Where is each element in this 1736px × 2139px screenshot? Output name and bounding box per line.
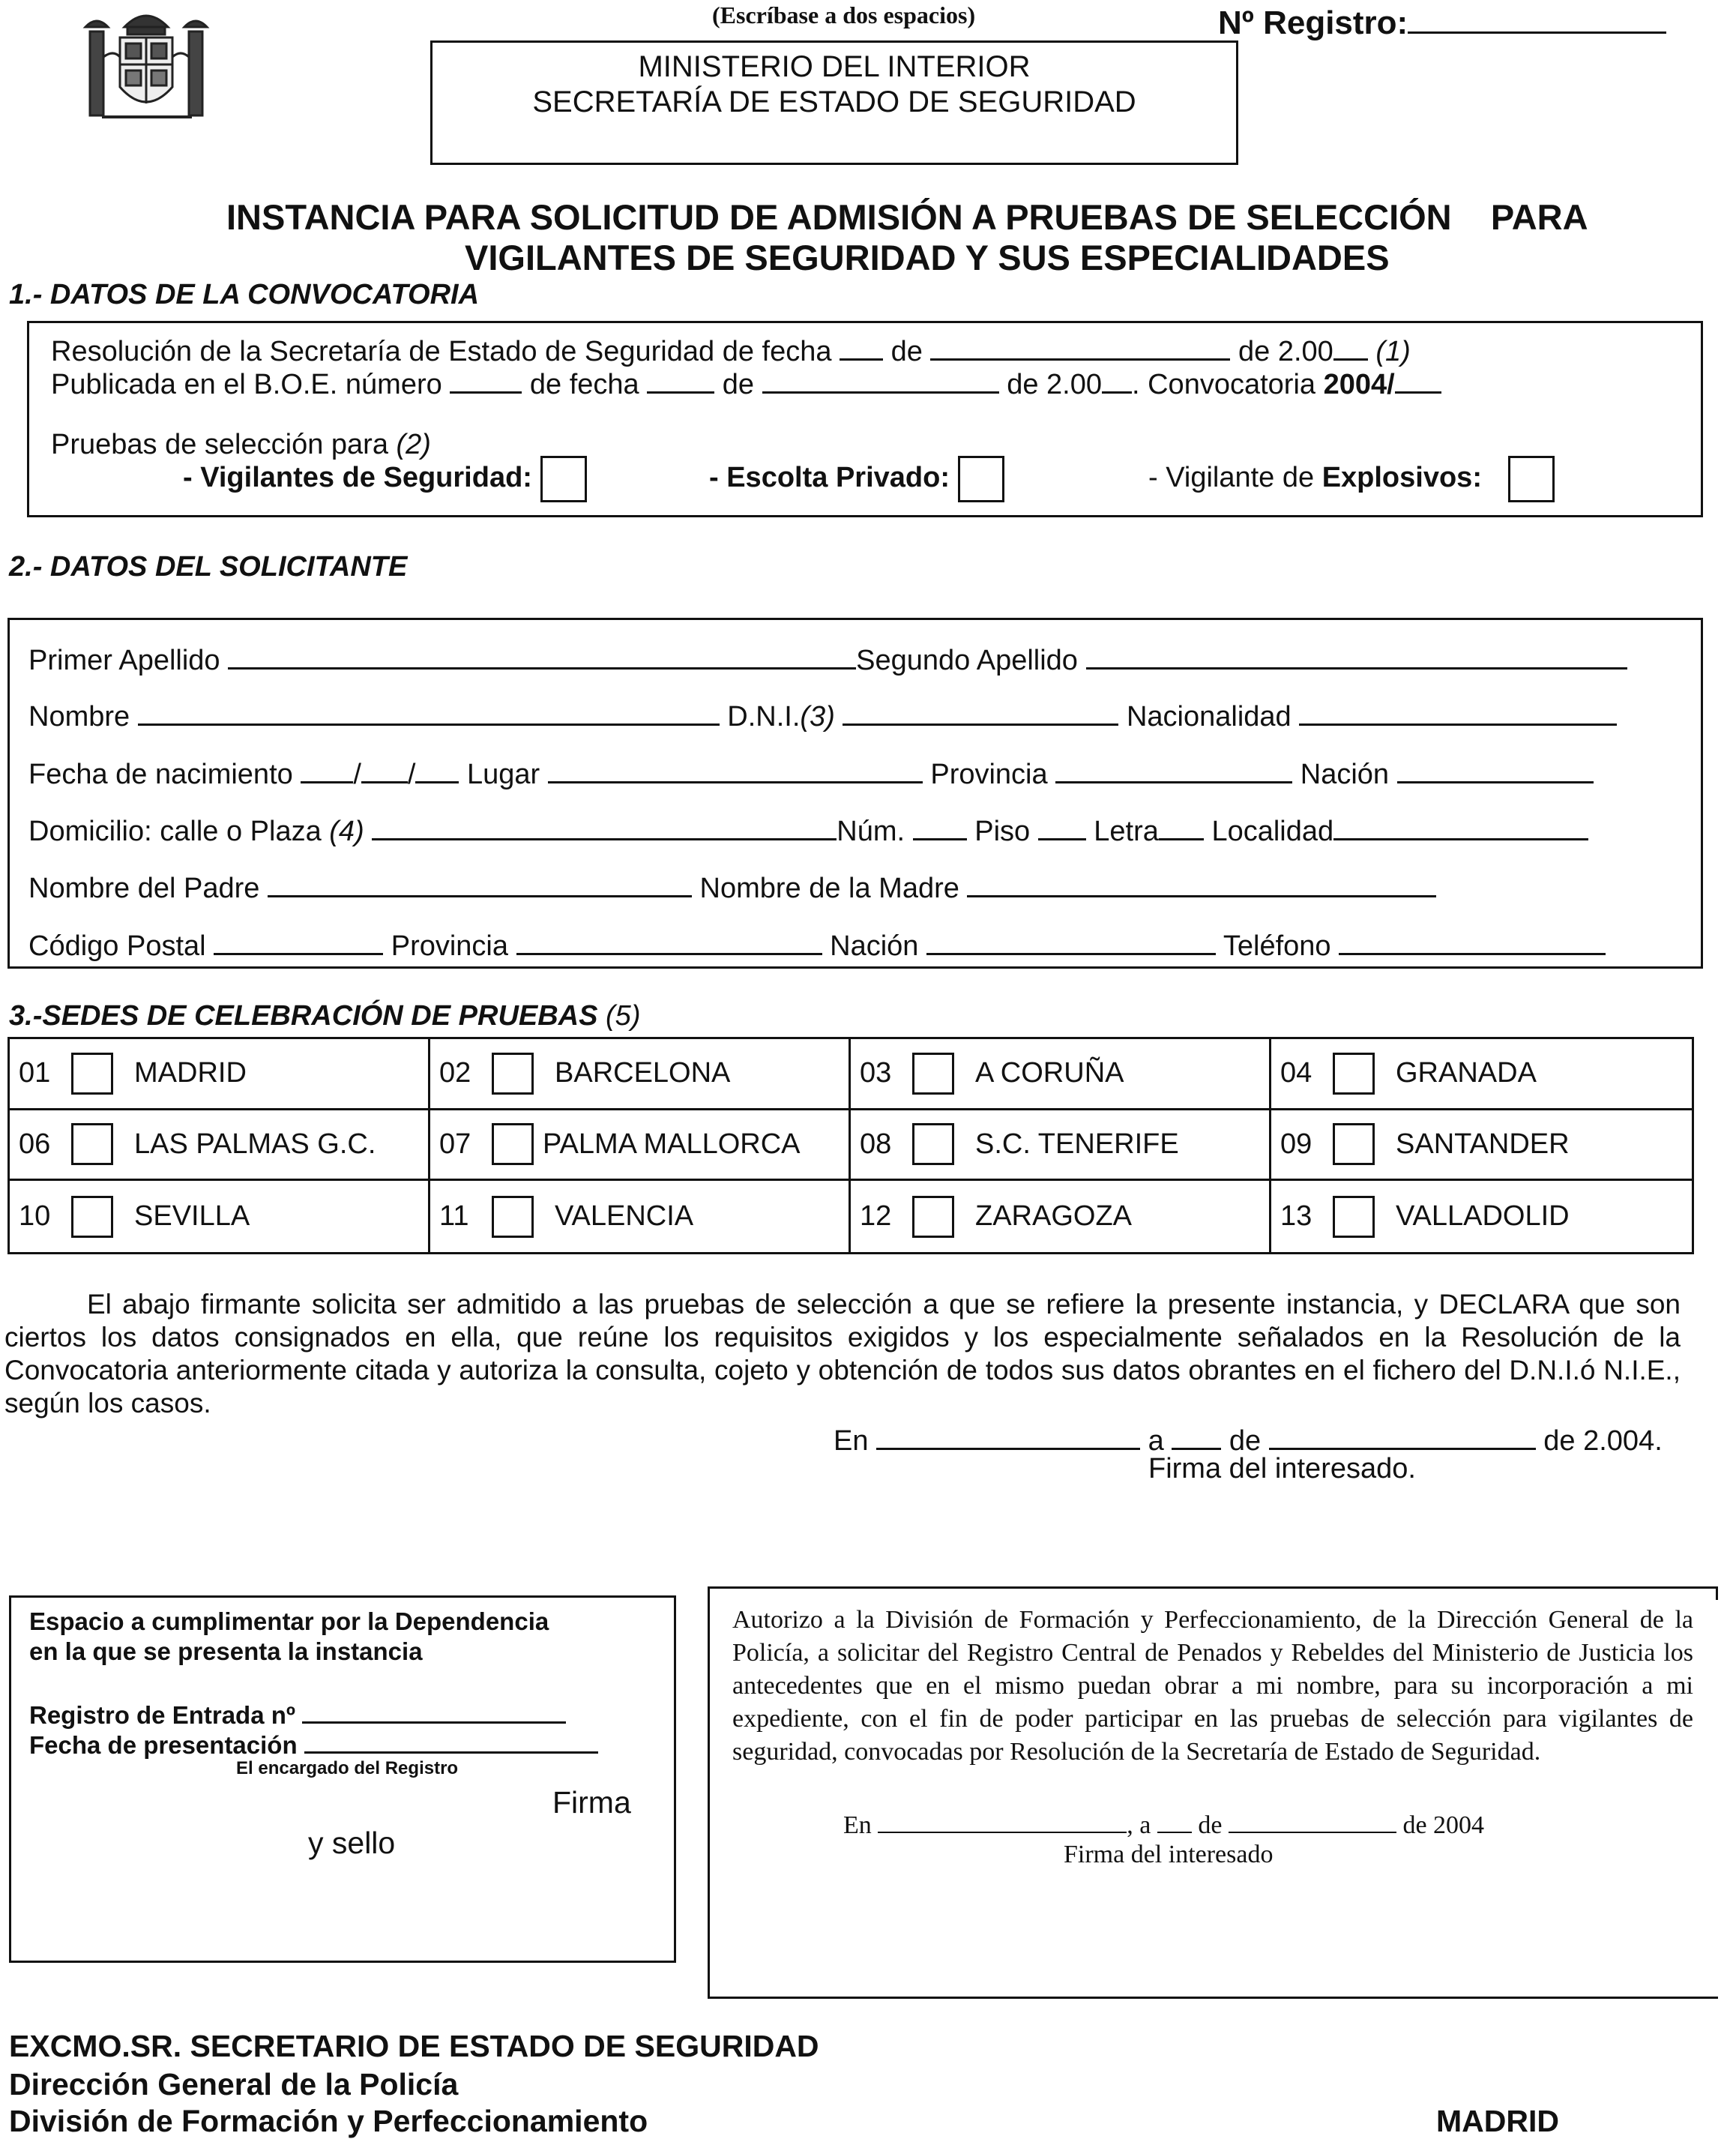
form-title-line1: INSTANCIA PARA SOLICITUD DE ADMISIÓN A PRUEBAS DE SELECCIÓN PARA xyxy=(226,197,1588,237)
resolucion-mes-line[interactable] xyxy=(930,330,1230,361)
sede-cell: 08 S.C. TENERIFE xyxy=(851,1110,1271,1182)
encargado-text: El encargado del Registro xyxy=(236,1758,459,1778)
sede-checkbox[interactable] xyxy=(492,1123,534,1165)
sede-cell: 09 SANTANDER xyxy=(1271,1110,1692,1182)
autorizo-firma: Firma del interesado xyxy=(1064,1841,1274,1868)
footer-line2: Dirección General de la Policía xyxy=(9,2067,459,2102)
nombre-madre-line[interactable] xyxy=(967,867,1436,897)
escolta-checkbox[interactable] xyxy=(958,456,1004,502)
sede-cell: 12 ZARAGOZA xyxy=(851,1181,1271,1252)
lugar-line[interactable] xyxy=(548,753,923,783)
resolucion-dia-line[interactable] xyxy=(840,330,883,361)
declaration-text: El abajo firmante solicita ser admitido a las pruebas de selección a que se refiere la presente instancia, y DECLARA que son ciertos los datos consignados en ella, que reúne los requisitos exigidos y los especialmente señalados en la Resolución de la Convocatoria anteriormente citada y autoriza la consulta, cojeto y obtención de todos sus datos obrantes en el fichero del D.N.I.ó N.I.E., según los casos. xyxy=(4,1289,1681,1419)
domicilio-row: Domicilio: calle o Plaza (4) Núm. Piso Letra Localidad xyxy=(28,810,1588,848)
sede-checkbox[interactable] xyxy=(1333,1053,1375,1095)
sede-checkbox[interactable] xyxy=(1333,1123,1375,1165)
domicilio-line[interactable] xyxy=(372,810,837,840)
convocatoria-line[interactable] xyxy=(1395,363,1441,394)
sede-checkbox[interactable] xyxy=(912,1053,954,1095)
autorizo-date-row: En , a de de 2004 xyxy=(843,1806,1484,1840)
nacimiento-anio-line[interactable] xyxy=(415,753,459,783)
primer-apellido-line[interactable] xyxy=(228,639,856,670)
instruction-text: (Escríbase a dos espacios) xyxy=(712,1,976,28)
sede-checkbox[interactable] xyxy=(492,1196,534,1238)
registro-entrada-row: Registro de Entrada nº xyxy=(29,1697,566,1730)
nacimiento-dia-line[interactable] xyxy=(301,753,353,783)
opt-explosivos: - Vigilante de Explosivos: xyxy=(1148,456,1555,502)
pruebas-row: Pruebas de selección para (2) xyxy=(51,429,431,460)
nacion-line[interactable] xyxy=(926,924,1216,955)
footer-line1: EXCMO.SR. SECRETARIO DE ESTADO DE SEGURIDAD xyxy=(9,2029,819,2063)
nombre-row: Nombre D.N.I.(3) Nacionalidad xyxy=(28,695,1617,733)
firma-text: Firma xyxy=(552,1785,631,1820)
sede-cell: 03 A CORUÑA xyxy=(851,1039,1271,1110)
registro-label: Nº Registro: xyxy=(1218,0,1666,42)
opt-escolta: - Escolta Privado: xyxy=(709,456,1004,502)
nacimiento-mes-line[interactable] xyxy=(361,753,408,783)
autorizo-box xyxy=(708,1586,1718,1999)
declaration-lugar-line[interactable] xyxy=(876,1419,1140,1450)
sede-checkbox[interactable] xyxy=(71,1123,113,1165)
dni-line[interactable] xyxy=(843,695,1118,726)
sede-cell: 04 GRANADA xyxy=(1271,1039,1692,1110)
boe-dia-line[interactable] xyxy=(647,363,714,394)
localidad-line[interactable] xyxy=(1333,810,1588,840)
declaration-firma: Firma del interesado. xyxy=(1148,1453,1416,1484)
footer-line3: División de Formación y Perfeccionamiento xyxy=(9,2104,648,2138)
sello-text: y sello xyxy=(308,1826,396,1860)
letra-line[interactable] xyxy=(1159,810,1204,840)
autorizo-lugar-line[interactable] xyxy=(878,1806,1127,1833)
sede-checkbox[interactable] xyxy=(492,1053,534,1095)
sede-cell: 06 LAS PALMAS G.C. xyxy=(10,1110,430,1182)
vigilantes-checkbox[interactable] xyxy=(540,456,587,502)
boe-anio-line[interactable] xyxy=(1102,363,1132,394)
codigo-postal-line[interactable] xyxy=(214,924,383,955)
padres-row: Nombre del Padre Nombre de la Madre xyxy=(28,867,1436,905)
publicada-row: Publicada en el B.O.E. número de fecha de de 2.00 . Convocatoria 2004/ xyxy=(51,363,1441,401)
sede-checkbox[interactable] xyxy=(912,1196,954,1238)
sede-cell: 01 MADRID xyxy=(10,1039,430,1110)
autorizo-dia-line[interactable] xyxy=(1157,1806,1192,1833)
registro-line[interactable] xyxy=(1408,0,1666,34)
nacion-nac-line[interactable] xyxy=(1397,753,1594,783)
ministry-line2: SECRETARÍA DE ESTADO DE SEGURIDAD xyxy=(532,85,1136,118)
nombre-line[interactable] xyxy=(138,695,720,726)
sede-cell: 11 VALENCIA xyxy=(430,1181,851,1252)
resolucion-row: Resolución de la Secretaría de Estado de Seguridad de fecha de de 2.00 (1) xyxy=(51,330,1411,368)
declaration-date-row: En a de de 2.004. xyxy=(834,1419,1663,1457)
coat-of-arms-icon xyxy=(79,4,213,126)
registro-entrada-line[interactable] xyxy=(302,1697,566,1724)
ministry-line1: MINISTERIO DEL INTERIOR xyxy=(638,50,1031,83)
sede-cell: 07 PALMA MALLORCA xyxy=(430,1110,851,1182)
sede-checkbox[interactable] xyxy=(71,1196,113,1238)
autorizo-mes-line[interactable] xyxy=(1229,1806,1396,1833)
fecha-presentacion-line[interactable] xyxy=(304,1727,598,1754)
piso-line[interactable] xyxy=(1038,810,1086,840)
declaration-mes-line[interactable] xyxy=(1269,1419,1536,1450)
autorizo-text: Autorizo a la División de Formación y Perfeccionamiento, de la Dirección General de la Policía, a solicitar del Registro Central de Penados y Rebeldes del Ministerio de Justicia los antecedentes que en el mismo puedan obrar a mi nombre, para su incorporación a mi expediente, con el fin de poder participar en las pruebas de selección para vigilantes de seguridad, convocadas por Resolución de la Secretaría de Estado de Seguridad. xyxy=(732,1606,1693,1766)
boe-numero-line[interactable] xyxy=(450,363,522,394)
resolucion-anio-line[interactable] xyxy=(1333,330,1368,361)
boe-mes-line[interactable] xyxy=(762,363,999,394)
opt-vigilantes: - Vigilantes de Seguridad: xyxy=(183,456,587,502)
footer-city: MADRID xyxy=(1436,2104,1559,2138)
num-line[interactable] xyxy=(913,810,967,840)
autorizo-box-right-tick xyxy=(1716,1586,1718,1600)
nacimiento-row: Fecha de nacimiento / / Lugar Provincia Nación xyxy=(28,753,1594,791)
provincia-nac-line[interactable] xyxy=(1055,753,1292,783)
section1-title: 1.- DATOS DE LA CONVOCATORIA xyxy=(9,279,480,310)
postal-row: Código Postal Provincia Nación Teléfono xyxy=(28,924,1606,963)
apellidos-row: Primer Apellido Segundo Apellido xyxy=(28,639,1627,677)
sede-checkbox[interactable] xyxy=(912,1123,954,1165)
form-title-line2: VIGILANTES DE SEGURIDAD Y SUS ESPECIALIDADES xyxy=(465,238,1390,277)
fecha-presentacion-row: Fecha de presentación xyxy=(29,1727,598,1760)
telefono-line[interactable] xyxy=(1339,924,1606,955)
dependencia-box xyxy=(9,1595,676,1963)
section2-title: 2.- DATOS DEL SOLICITANTE xyxy=(9,551,408,583)
sede-cell: 10 SEVILLA xyxy=(10,1181,430,1252)
sede-checkbox[interactable] xyxy=(71,1053,113,1095)
ministry-box xyxy=(430,40,1238,165)
explosivos-checkbox[interactable] xyxy=(1508,456,1555,502)
sede-cell: 02 BARCELONA xyxy=(430,1039,851,1110)
nacionalidad-line[interactable] xyxy=(1299,695,1617,726)
dependencia-title: Espacio a cumplimentar por la Dependencia en la que se presenta la instancia xyxy=(29,1607,549,1665)
declaration-dia-line[interactable] xyxy=(1172,1419,1221,1450)
sede-checkbox[interactable] xyxy=(1333,1196,1375,1238)
provincia-line[interactable] xyxy=(516,924,822,955)
segundo-apellido-line[interactable] xyxy=(1086,639,1627,670)
section3-title: 3.-SEDES DE CELEBRACIÓN DE PRUEBAS (5) xyxy=(9,1000,641,1032)
sedes-grid xyxy=(7,1037,1694,1254)
sede-cell: 13 VALLADOLID xyxy=(1271,1181,1692,1252)
nombre-padre-line[interactable] xyxy=(268,867,692,897)
